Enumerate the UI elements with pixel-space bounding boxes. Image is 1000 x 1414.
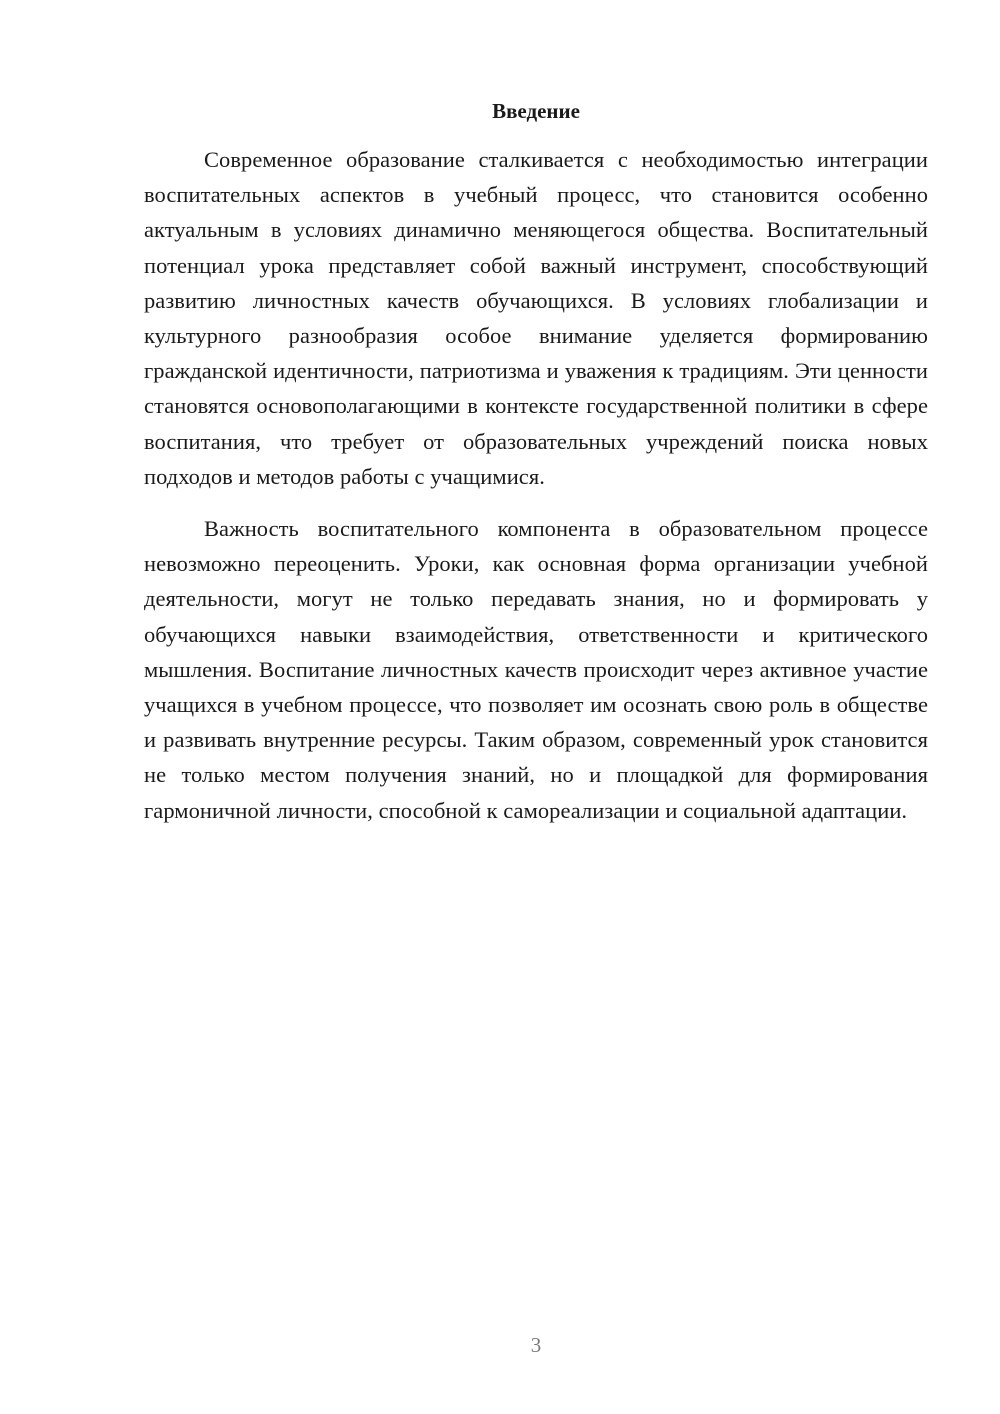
- section-heading: Введение: [492, 99, 580, 123]
- page-number: 3: [530, 1333, 542, 1357]
- page-content: [144, 94, 928, 828]
- paragraph-2: Важность воспитательного компонента в образовательном процессе невозможно переоценить. Уроки, как основная форма организации учебной деятельности, могут не только передавать знания, но и формировать у обучающихся навыки взаимодействия, ответственности и критического мышления. Воспитание личностных качеств происходит через активное участие учащихся в учебном процессе, что позволяет им осознать свою роль в обществе и развивать внутренние ресурсы. Таким образом, современный урок становится не только местом получения знаний, но и площадкой для формирования гармоничной личности, способной к самореализации и социальной адаптации.: [144, 516, 928, 823]
- paragraph-1: Современное образование сталкивается с необходимостью интеграции воспитательных аспектов в учебный процесс, что становится особенно актуальным в условиях динамично меняющегося общества. Воспитательный потенциал урока представляет собой важный инструмент, способствующий развитию личностных качеств обучающихся. В условиях глобализации и культурного разнообразия особое внимание уделяется формированию гражданской идентичности, патриотизма и уважения к традициям. Эти ценности становятся основополагающими в контексте государственной политики в сфере воспитания, что требует от образовательных учреждений поиска новых подходов и методов работы с учащимися.: [144, 147, 928, 489]
